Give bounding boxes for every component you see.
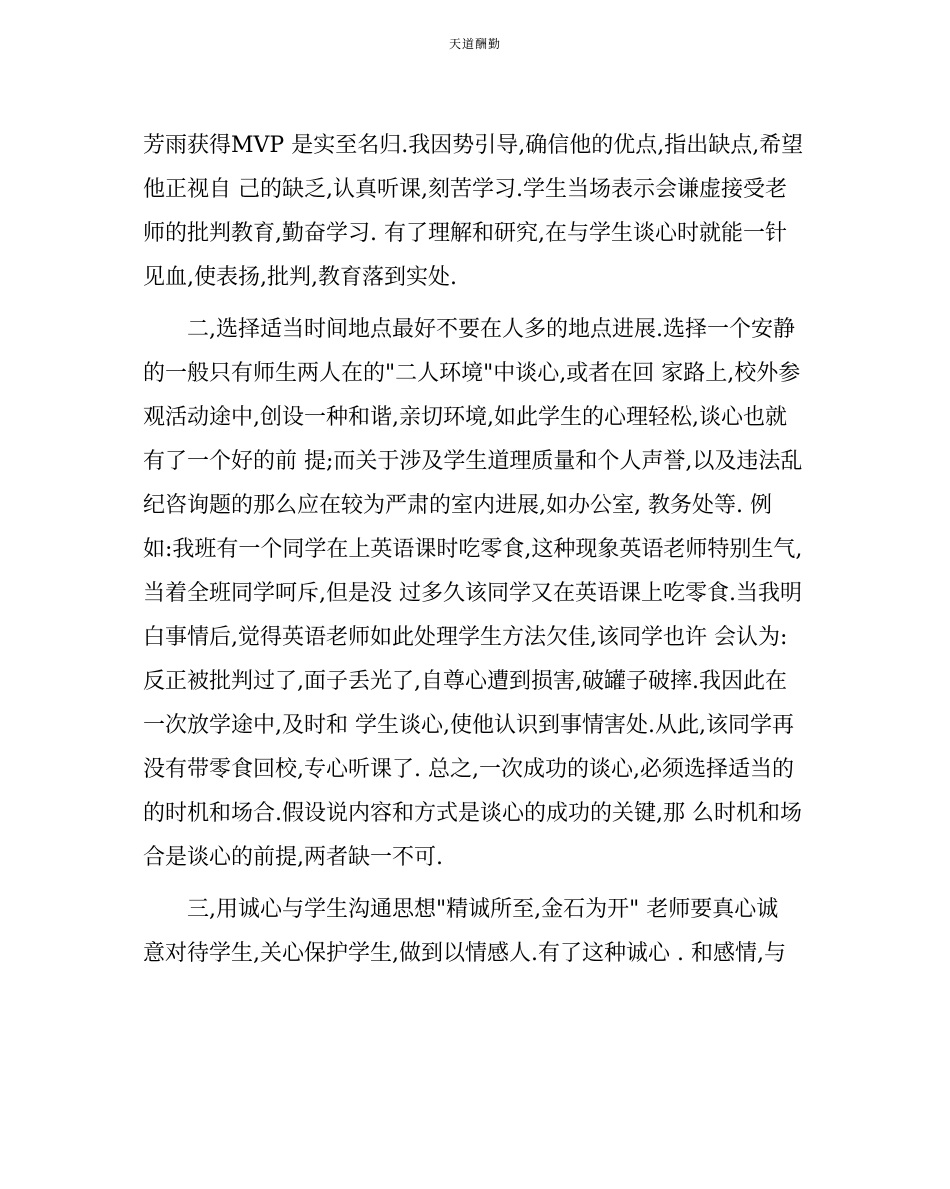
text-line: 白事情后,觉得英语老师如此处理学生方法欠佳,该同学也许 会认为: (143, 625, 788, 650)
text-line: 当着全班同学呵斥,但是没 过多久该同学又在英语课上吃零食.当我明 (143, 581, 802, 606)
text-line: 的时机和场合.假设说内容和方式是谈心的成功的关键,那 么时机和场 (143, 801, 802, 826)
text-line: 没有带零食回校,专心听课了. 总之,一次成功的谈心,必须选择适当的 (143, 757, 794, 782)
text-line: 合是谈心的前提,两者缺一不可. (143, 845, 443, 870)
text-line: 他正视自 己的缺乏,认真听课,刻苦学习.学生当场表示会谦虚接受老 (143, 177, 787, 202)
text-line: 师的批判教育,勤奋学习. 有了理解和研究,在与学生谈心时就能一针 (143, 221, 787, 246)
text-line: 三,用诚心与学生沟通思想"精诚所至,金石为开" 老师要真心诚 (143, 897, 779, 922)
document-body (143, 124, 807, 976)
text-line: 纪咨询题的那么应在较为严肃的室内进展,如办公室, 教务处等. 例 (143, 493, 772, 518)
paragraph-3 (143, 888, 807, 976)
text-line: 芳雨获得MVP 是实至名归.我因势引导,确信他的优点,指出缺点,希望 (143, 133, 804, 158)
page-header: 天道酬勤 (448, 37, 501, 51)
paragraph-2 (143, 308, 807, 880)
text-line: 有了一个好的前 提;而关于涉及学生道理质量和个人声誉,以及违法乱 (143, 449, 803, 474)
text-line: 的一般只有师生两人在的"二人环境"中谈心,或者在回 家路上,校外参 (143, 361, 801, 386)
text-line: 观活动途中,创设一种和谐,亲切环境,如此学生的心理轻松,谈心也就 (143, 405, 787, 430)
text-line: 意对待学生,关心保护学生,做到以情感人.有了这种诚心 . 和感情,与 (143, 941, 786, 966)
text-line: 反正被批判过了,面子丢光了,自尊心遭到损害,破罐子破摔.我因此在 (143, 669, 787, 694)
text-line: 二,选择适当时间地点最好不要在人多的地点进展.选择一个安静 (143, 317, 795, 342)
text-line: 如:我班有一个同学在上英语课时吃零食,这种现象英语老师特别生气, (143, 537, 803, 562)
text-line: 见血,使表扬,批判,教育落到实处. (143, 265, 457, 290)
text-line: 一次放学途中,及时和 学生谈心,使他认识到事情害处.从此,该同学再 (143, 713, 794, 738)
paragraph-1 (143, 124, 807, 300)
